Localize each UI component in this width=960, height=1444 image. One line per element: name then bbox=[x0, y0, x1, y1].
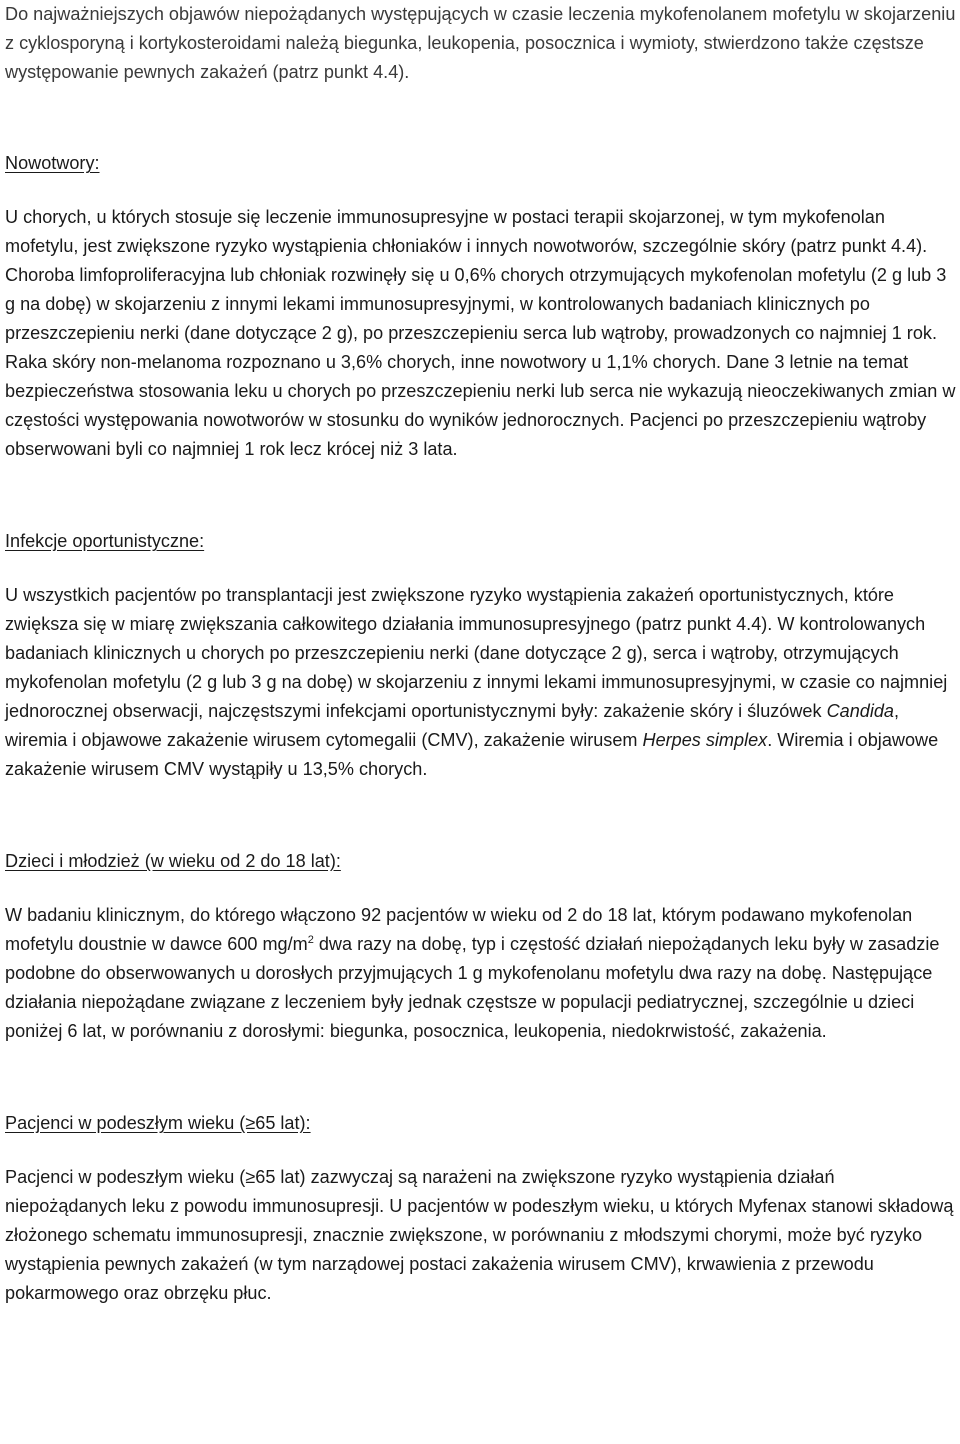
neoplasms-heading: Nowotwory: bbox=[5, 153, 100, 173]
candida-term: Candida bbox=[826, 701, 894, 721]
infections-text-1: U wszystkich pacjentów po transplantacji jest zwiększone ryzyko wystąpienia zakażeń oportunistycznych, które zwiększa się w miarę zwiększania całkowitego działania immunosupresyjnego (patrz punkt 4.4). W kontrolowanych badaniach klinicznych u chorych po przeszczepieniu nerki (dane dotyczące 2 g), serca i wątroby, otrzymujących mykofenolan mofetylu (2 g lub 3 g na dobę) w skojarzeniu z innymi lekami immunosupresyjnymi, w czasie co najmniej jednorocznej obserwacji, najczęstszymi infekcjami oportunistycznymi były: zakażenie skóry i śluzówek bbox=[5, 585, 948, 721]
document-page bbox=[5, 0, 957, 1308]
pediatric-heading: Dzieci i młodzież (w wieku od 2 do 18 lat): bbox=[5, 851, 341, 871]
elderly-paragraph: Pacjenci w podeszłym wieku (≥65 lat) zazwyczaj są narażeni na zwiększone ryzyko wystąpienia działań niepożądanych leku z powodu immunosupresji. U pacjentów w podeszłym wieku, u których Myfenax stanowi składową złożonego schematu immunosupresji, znacznie zwiększone, w porównaniu z młodszymi chorymi, może być ryzyko wystąpienia pewnych zakażeń (w tym narządowej postaci zakażenia wirusem CMV), krwawienia z przewodu pokarmowego oraz obrzęku płuc. bbox=[5, 1167, 954, 1303]
superscript-exponent: 2 bbox=[307, 933, 314, 946]
pediatric-paragraph bbox=[5, 901, 957, 1046]
pediatric-text-2: dwa razy na dobę, typ i częstość działań niepożądanych leku były w zasadzie podobne do obserwowanych u dorosłych przyjmujących 1 g mykofenolanu mofetylu dwa razy na dobę. Następujące działania niepożądane związane z leczeniem były jednak częstsze w populacji pediatrycznej, szczególnie u dzieci poniżej 6 lat, w porównaniu z dorosłymi: biegunka, posocznica, leukopenia, niedokrwistość, zakażenia. bbox=[5, 934, 940, 1041]
infections-heading: Infekcje oportunistyczne: bbox=[5, 531, 205, 551]
herpes-term: Herpes simplex bbox=[642, 730, 768, 750]
intro-paragraph: Do najważniejszych objawów niepożądanych występujących w czasie leczenia mykofenolanem mofetylu w skojarzeniu z cyklosporyną i kortykosteroidami należą biegunka, leukopenia, posocznica i wymioty, stwierdzono także częstsze występowanie pewnych zakażeń (patrz punkt 4.4). bbox=[5, 4, 956, 82]
neoplasms-paragraph: U chorych, u których stosuje się leczenie immunosupresyjne w postaci terapii skojarzonej, w tym mykofenolan mofetylu, jest zwiększone ryzyko wystąpienia chłoniaków i innych nowotworów, szczególnie skóry (patrz punkt 4.4). Choroba limfoproliferacyjna lub chłoniak rozwinęły się u 0,6% chorych otrzymujących mykofenolan mofetylu (2 g lub 3 g na dobę) w skojarzeniu z innymi lekami immunosupresyjnymi, w kontrolowanych badaniach klinicznych po przeszczepieniu nerki (dane dotyczące 2 g), po przeszczepieniu serca lub wątroby, prowadzonych co najmniej 1 rok. Raka skóry non-melanoma rozpoznano u 3,6% chorych, inne nowotwory u 1,1% chorych. Dane 3 letnie na temat bezpieczeństwa stosowania leku u chorych po przeszczepieniu nerki lub serca nie wykazują nieoczekiwanych zmian w częstości występowania nowotworów w stosunku do wyników jednorocznych. Pacjenci po przeszczepieniu wątroby obserwowani byli co najmniej 1 rok lecz krócej niż 3 lata. bbox=[5, 207, 956, 459]
infections-paragraph bbox=[5, 581, 957, 784]
infections-text-3: . Wiremia i objawowe zakażenie wirusem CMV wystąpiły u 13,5% chorych. bbox=[5, 730, 939, 779]
elderly-heading: Pacjenci w podeszłym wieku (≥65 lat): bbox=[5, 1113, 311, 1133]
pediatric-text-1: W badaniu klinicznym, do którego włączono 92 pacjentów w wieku od 2 do 18 lat, którym podawano mykofenolan mofetylu doustnie w dawce 600 mg/m bbox=[5, 905, 913, 954]
infections-text-2: , wiremia i objawowe zakażenie wirusem cytomegalii (CMV), zakażenie wirusem bbox=[5, 701, 900, 750]
